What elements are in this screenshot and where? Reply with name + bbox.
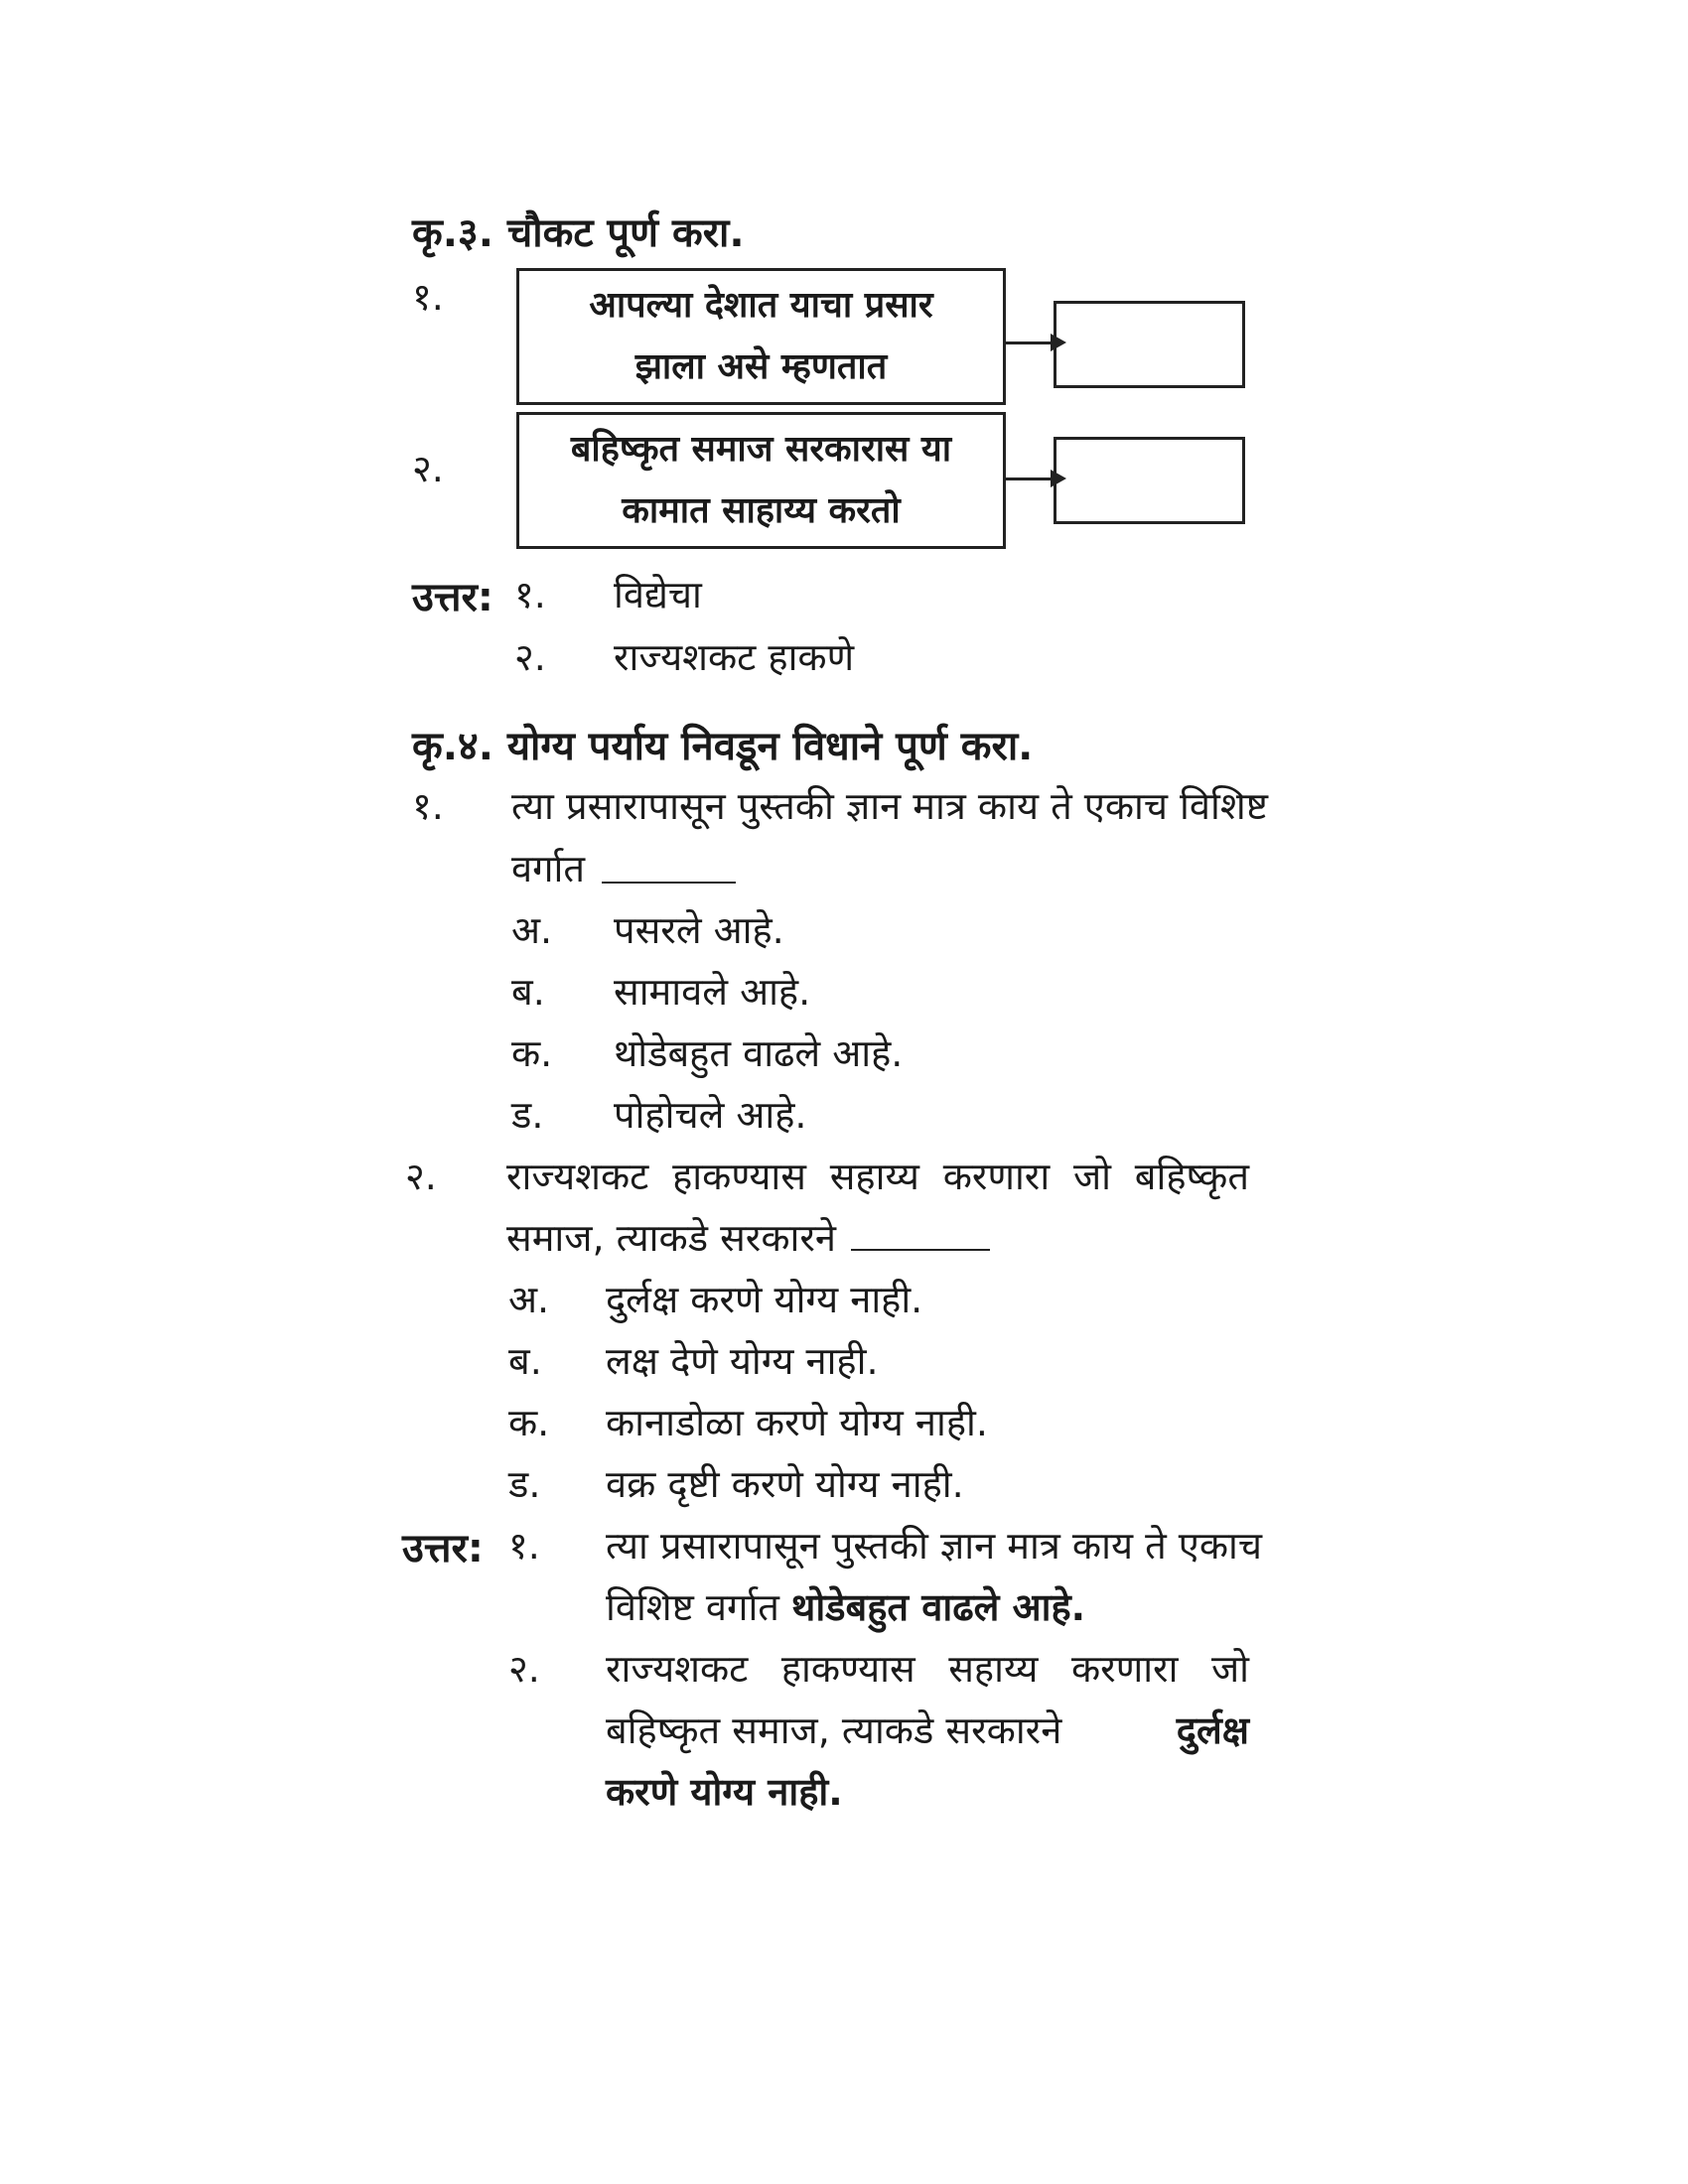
q4-answer-line: राज्यशकट हाकण्यास सहाय्य करणारा जो <box>606 1647 1249 1691</box>
q3-answer-text: विद्येचा <box>614 573 702 616</box>
option-label: अ. <box>508 1278 550 1321</box>
q3-answer-label: उत्तर: <box>412 575 493 620</box>
q4-question-number: २. <box>405 1155 437 1198</box>
q4-answer-bold: थोडेबहुत वाढले आहे. <box>791 1585 1086 1629</box>
q3-answer-box <box>1054 437 1245 524</box>
q3-item-number: २. <box>412 447 444 490</box>
q4-answer-line <box>606 1704 1249 1755</box>
q4-answer-line <box>606 1580 1085 1632</box>
q3-clue-line: बहिष्कृत समाज सरकारास या <box>570 429 952 470</box>
option-label: अ. <box>511 908 553 952</box>
option-label: क. <box>511 1031 553 1075</box>
q4-answer-line: त्या प्रसारापासून पुस्तकी ज्ञान मात्र काय ते एकाच <box>606 1524 1262 1568</box>
q4-answer-number: १. <box>508 1524 540 1568</box>
q3-clue-box <box>516 412 1006 549</box>
q3-answer-number: १. <box>514 573 546 616</box>
q4-heading: कृ.४. योग्य पर्याय निवडून विधाने पूर्ण करा. <box>412 724 1034 769</box>
option-label: ड. <box>511 1093 544 1137</box>
q4-answer-bold: करणे योग्य नाही. <box>606 1770 843 1814</box>
q3-heading: कृ.३. चौकट पूर्ण करा. <box>412 210 745 256</box>
q4-answer-bold: दुर्लक्ष <box>1176 1708 1249 1752</box>
option-text: थोडेबहुत वाढले आहे. <box>614 1031 904 1075</box>
option-text: लक्ष देणे योग्य नाही. <box>606 1339 879 1383</box>
q4-answer-plain: बहिष्कृत समाज, त्याकडे सरकारने <box>606 1708 1062 1752</box>
q3-clue-line: कामात साहाय्य करतो <box>622 490 901 531</box>
q3-item-number: १. <box>412 275 444 319</box>
q3-clue-line: झाला असे म्हणतात <box>634 346 888 387</box>
fill-blank <box>851 1249 990 1251</box>
option-label: ब. <box>511 970 545 1014</box>
option-label: ब. <box>508 1339 542 1383</box>
fill-blank <box>602 882 736 884</box>
q4-question-line: समाज, त्याकडे सरकारने <box>506 1216 836 1260</box>
option-label: क. <box>508 1401 550 1444</box>
q3-answer-box <box>1054 301 1245 388</box>
arrow <box>1006 478 1054 480</box>
q4-question-line: त्या प्रसारापासून पुस्तकी ज्ञान मात्र काय ते एकाच विशिष्ट <box>511 784 1268 828</box>
q3-answer-text: राज्यशकट हाकणे <box>614 635 855 679</box>
option-text: वक्र दृष्टी करणे योग्य नाही. <box>606 1462 964 1506</box>
q4-answer-label: उत्तर: <box>402 1526 484 1571</box>
q4-question-line: वर्गात <box>511 847 586 890</box>
q4-answer-number: २. <box>508 1647 540 1691</box>
q4-question-number: १. <box>412 784 444 828</box>
option-text: दुर्लक्ष करणे योग्य नाही. <box>606 1278 923 1321</box>
arrow <box>1006 341 1054 344</box>
q4-question-line: राज्यशकट हाकण्यास सहाय्य करणारा जो बहिष्कृत <box>506 1155 1249 1198</box>
option-text: पोहोचले आहे. <box>614 1093 807 1137</box>
option-text: सामावले आहे. <box>614 970 811 1014</box>
q4-answer-plain: विशिष्ट वर्गात <box>606 1585 779 1629</box>
q3-answer-number: २. <box>514 635 546 679</box>
q3-clue-line: आपल्या देशात याचा प्रसार <box>589 285 933 326</box>
option-text: पसरले आहे. <box>614 908 784 952</box>
q3-clue-box <box>516 268 1006 405</box>
option-text: कानाडोळा करणे योग्य नाही. <box>606 1401 988 1444</box>
option-label: ड. <box>508 1462 541 1506</box>
